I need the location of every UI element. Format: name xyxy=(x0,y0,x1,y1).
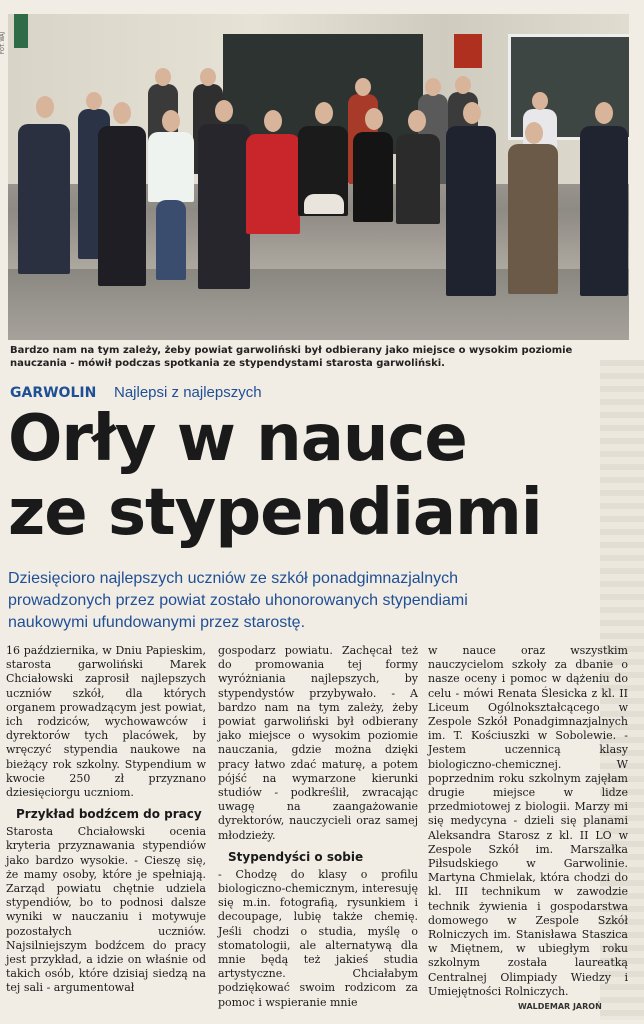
person-head xyxy=(264,110,282,132)
person-head xyxy=(455,76,471,94)
person-figure xyxy=(304,194,344,214)
person-figure xyxy=(148,132,194,202)
person-head xyxy=(408,110,426,132)
headline-line-1: Orły w nauce xyxy=(8,402,467,476)
subheading: Przykład bodźcem do pracy xyxy=(16,807,202,822)
person-head xyxy=(113,102,131,124)
person-head xyxy=(86,92,102,110)
section-label: GARWOLIN xyxy=(10,385,97,401)
article-column-2 xyxy=(218,644,418,1010)
headline xyxy=(8,402,636,550)
person-head xyxy=(525,122,543,144)
lead-paragraph: Dziesięcioro najlepszych uczniów ze szkół ponadgimnazjalnych prowadzonych przez powiat zostało uhonorowanych stypendiami naukowymi ufundowanymi przez starostę. xyxy=(8,570,468,631)
kicker: Najlepsi z najlepszych xyxy=(114,384,262,401)
subheading: Stypendyści o sobie xyxy=(228,849,364,864)
red-sign xyxy=(454,34,482,68)
person-figure xyxy=(98,126,146,286)
person-head xyxy=(215,100,233,122)
photo-credit: FOT. WAJ xyxy=(0,31,6,54)
paragraph: w nauce oraz wszystkim nauczycielom szkoły za dbanie o nasze oceny i pomoc w dążeniu do celu - mówi Renata Ślesicka z kl. II Liceum Ogólnokształcącego w Zespole Szkół Ponadgimnazjalnych im. T. Kościuszki w Sobolewie. - Jestem uczennicą klasy biologiczno-chemicznej. W poprzednim roku szkolnym zajęłam drugie miejsce w lidze przedmiotowej z biologii. Marzy mi się medycyna - dzieli się planami Aleksandra Starosz z kl. II LO w Zespole Szkół im. Marszałka Piłsudskiego w Garwolinie. Martyna Chmielak, która chodzi do kl. III technikum w zawodzie technik żywienia i gospodarstwa domowego w Zespole Szkół Rolniczych im. Stanisława Staszica w Miętnem, w ubiegłym roku szkolnym została laureatką Centralnej Olimpiady Wiedzy i Umiejętności Rolniczych. xyxy=(428,644,628,998)
article-column-3 xyxy=(428,644,628,999)
person-figure xyxy=(508,144,558,294)
photo-caption: Bardzo nam na tym zależy, żeby powiat garwoliński był odbierany jako miejsce o wysokim poziomie nauczania - mówił podczas spotkania ze stypendystami starosta garwoliński. xyxy=(10,345,573,369)
green-sign xyxy=(14,14,28,48)
person-figure xyxy=(580,126,628,296)
person-figure xyxy=(446,126,496,296)
paragraph: 16 października, w Dniu Papieskim, starosta garwoliński Marek Chciałowski zaprosił najlepszych uczniów szkół, dla których organem prowadzącym jest powiat, ich rodziców, wychowawców i dyrektorów tych placówek, by wręczyć stypendia naukowe na bieżący rok szkolny. Stypendium w kwocie 250 zł przyznano dziesięciorgu uczniom. xyxy=(6,644,206,800)
person-figure xyxy=(198,124,250,289)
person-head xyxy=(315,102,333,124)
article-column-1 xyxy=(6,644,206,996)
person-figure xyxy=(246,134,300,234)
paragraph: Starosta Chciałowski ocenia kryteria przyznawania stypendiów jako bardzo wysokie. - Cieszę się, że mamy osoby, które je spełniają. Zarząd powiatu chętnie udziela stypendiów, bo to podnosi dalsze wyniki w nauczaniu i motywuje pozostałych uczniów. Najsilniejszym bodźcem do pracy jest przykład, a idzie on właśnie od takich osób, które dzisiaj siedzą na tej sali - argumentował xyxy=(6,825,206,995)
person-figure xyxy=(156,200,186,280)
person-head xyxy=(155,68,171,86)
headline-line-2: ze stypendiami xyxy=(8,476,542,550)
person-head xyxy=(162,110,180,132)
person-head xyxy=(532,92,548,110)
person-head xyxy=(463,102,481,124)
paragraph: gospodarz powiatu. Zachęcał też do promowania tej formy wyróżniania najlepszych, by stypendystów przybywało. - A bardzo nam na tym zależy, żeby powiat garwoliński był odbierany jako miejsce o wysokim poziomie nauczania, gdzie można dzięki pracy łatwo zdać maturę, a potem pójść na wymarzone kierunki studiów - podkreślił, zwracając uwagę na zaangażowanie dyrektorów, nauczycieli oraz samej młodzieży. xyxy=(218,644,418,842)
person-figure xyxy=(18,124,70,274)
person-head xyxy=(425,78,441,96)
byline: WALDEMAR JAROŃ xyxy=(518,1002,602,1011)
person-head xyxy=(355,78,371,96)
person-figure xyxy=(396,134,440,224)
person-head xyxy=(36,96,54,118)
person-head xyxy=(595,102,613,124)
paragraph: - Chodzę do klasy o profilu biologiczno-chemicznym, interesuję się m.in. fotografią, rysunkiem i decoupage, lubię także chemię. Jeśli chodzi o studia, myślę o stomatologii, ale alternatywą dla mnie będą też jakieś studia artystyczne. Chciałabym podziękować swoim rodzicom za pomoc i wspieranie mnie xyxy=(218,867,418,1009)
person-head xyxy=(365,108,383,130)
person-head xyxy=(200,68,216,86)
person-figure xyxy=(353,132,393,222)
group-photo xyxy=(8,14,629,340)
